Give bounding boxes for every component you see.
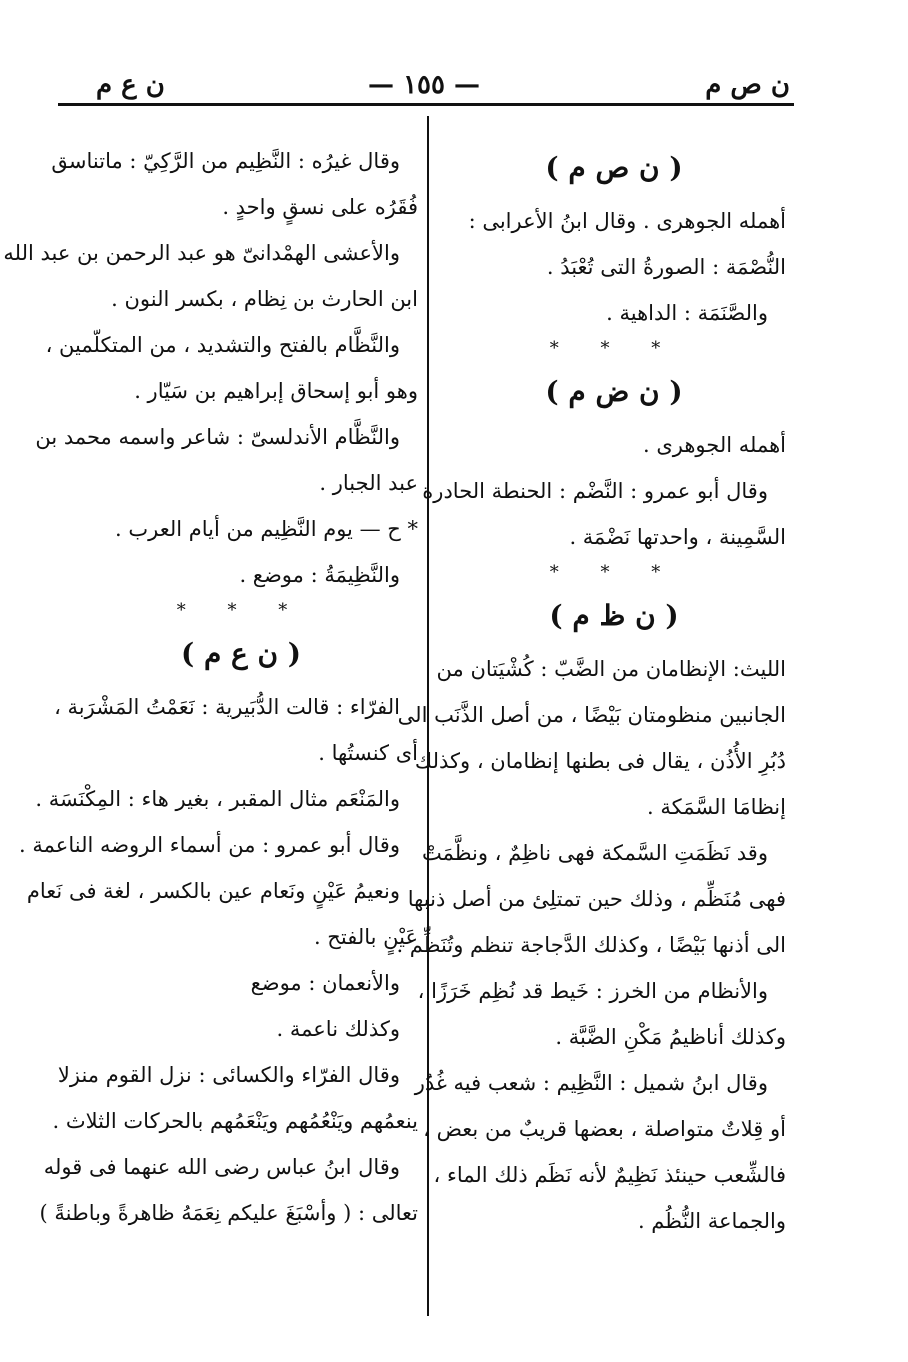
section-separator: * * * bbox=[549, 562, 679, 583]
text-line: والأعشى الهمْدانىّ هو عبد الرحمن بن عبد الله bbox=[3, 241, 400, 265]
page-number: — ١٥٥ — bbox=[368, 70, 481, 100]
text-line: والصَّنَمَة : الداهية . bbox=[606, 301, 768, 325]
running-head-left: ن ع م bbox=[96, 70, 165, 100]
text-line: أهمله الجوهرى . bbox=[642, 433, 786, 457]
text-line: السَّمِينة ، واحدتها نَضْمَة . bbox=[569, 525, 786, 549]
text-line: أو قِلاتٌ متواصلة ، بعضها قريبٌ من بعض ، bbox=[423, 1117, 786, 1141]
text-line: والنَّظَّام بالفتح والتشديد ، من المتكلّمين ، bbox=[45, 333, 400, 357]
text-line: والأنعمان : موضع bbox=[250, 971, 400, 995]
text-line: وقال أبو عمرو : من أسماء الروضه الناعمة . bbox=[19, 833, 400, 857]
text-line: والنَّظَّام الأندلسىّ : شاعر واسمه محمد بن bbox=[35, 425, 400, 449]
section-separator: * * * bbox=[176, 600, 306, 621]
section-title-ndm: ( ن ض م ) bbox=[545, 375, 683, 408]
running-head-right: ن ص م bbox=[705, 70, 790, 100]
text-line: ونعيمُ عَيْنٍ ونَعام عين بالكسر ، لغة فى نَعام bbox=[26, 879, 400, 903]
text-line: الفرّاء : قالت الدُّبَيرية : نَعَمْتُ المَشْرَبة ، bbox=[54, 695, 400, 719]
header-rule bbox=[58, 103, 794, 106]
text-line: ينعمُهم ويَنْعُمُهم ويَنْعَمُهم بالحركات الثلاث . bbox=[52, 1109, 418, 1133]
page-header bbox=[58, 64, 794, 104]
text-line: والنَّظِيمَةُ : موضع . bbox=[239, 563, 400, 587]
text-line: * ح — يوم النَّظِيم من أيام العرب . bbox=[115, 517, 418, 541]
text-line: عبد الجبار . bbox=[319, 471, 418, 495]
text-line: والجماعة النُّظُم . bbox=[637, 1209, 786, 1233]
text-line: والأنظام من الخرز : خَيط قد نُظِم خَرَزًا ، bbox=[417, 979, 768, 1003]
text-line: عَيْنٍ بالفتح . bbox=[313, 925, 418, 949]
text-line: تعالى : ( وأسْبَغَ عليكم نِعَمَهُ ظاهرةً وباطنةً ) bbox=[39, 1201, 418, 1225]
text-line: الى أذنها بَيْضًا ، وكذلك الدَّجاجة تنظم وتُنَظِّم . bbox=[396, 933, 786, 957]
text-line: وهو أبو إسحاق إبراهيم بن سَيّار . bbox=[134, 379, 418, 403]
right-column bbox=[396, 138, 786, 1244]
text-line: والمَنْعَم مثال المقبر ، بغير هاء : المِكْنَسَة . bbox=[35, 787, 400, 811]
section-title-naam: ( ن ع م ) bbox=[180, 637, 302, 670]
section-title-nzm: ( ن ظ م ) bbox=[549, 599, 679, 632]
text-line: أى كنستُها . bbox=[318, 741, 418, 765]
text-line: فهى مُنَظِّم ، وذلك حين تمتلِئ من أصل ذنبها bbox=[407, 887, 786, 911]
text-line: وكذلك ناعمة . bbox=[276, 1017, 400, 1041]
section-separator: * * * bbox=[549, 338, 679, 359]
text-line: وقال ابنُ عباس رضى الله عنهما فى قوله bbox=[43, 1155, 400, 1179]
text-line: الليث: الإنظامان من الضَّبّ : كُشْيَتان من bbox=[436, 657, 786, 681]
text-line: وقد نَظَمَتِ السَّمكة فهى ناظِمٌ ، ونظَّمَتْ bbox=[422, 841, 768, 865]
text-line: ابن الحارث بن نِظام ، بكسر النون . bbox=[111, 287, 418, 311]
text-line: وقال ابنُ شميل : النَّظِيم : شعب فيه غُدُر bbox=[414, 1071, 768, 1095]
text-line: دُبُرِ الأُذُن ، يقال فى بطنها إنظامان ، وكذلك bbox=[414, 749, 786, 773]
text-line: وقال أبو عمرو : النَّضْم : الحنطة الحادرة bbox=[422, 479, 768, 503]
text-line: وكذلك أناظيمُ مَكْنِ الضَّبَّة . bbox=[555, 1025, 786, 1049]
text-line: الجانبين منظومتان بَيْضًا ، من أصل الذَّنَب الى bbox=[397, 703, 786, 727]
text-line: فُقَرُه على نسقٍ واحدٍ . bbox=[222, 195, 418, 219]
text-line: وقال غيرُه : النَّظِيم من الرَّكِيّ : ماتناسق bbox=[51, 149, 400, 173]
text-line: النُّصْمَة : الصورةُ التى تُعْبَدُ . bbox=[546, 255, 786, 279]
text-line: أهمله الجوهرى . وقال ابنُ الأعرابى : bbox=[468, 209, 786, 233]
text-line: وقال الفرّاء والكسائى : نزل القوم منزلا bbox=[57, 1063, 400, 1087]
text-line: إنظامَا السَّمَكة . bbox=[647, 795, 786, 819]
text-line: فالشِّعب حينئذ نَظِيمٌ لأنه نَظَم ذلك الماء ، bbox=[433, 1163, 786, 1187]
section-title-nsm: ( ن ص م ) bbox=[545, 151, 683, 184]
left-column bbox=[3, 138, 418, 1236]
